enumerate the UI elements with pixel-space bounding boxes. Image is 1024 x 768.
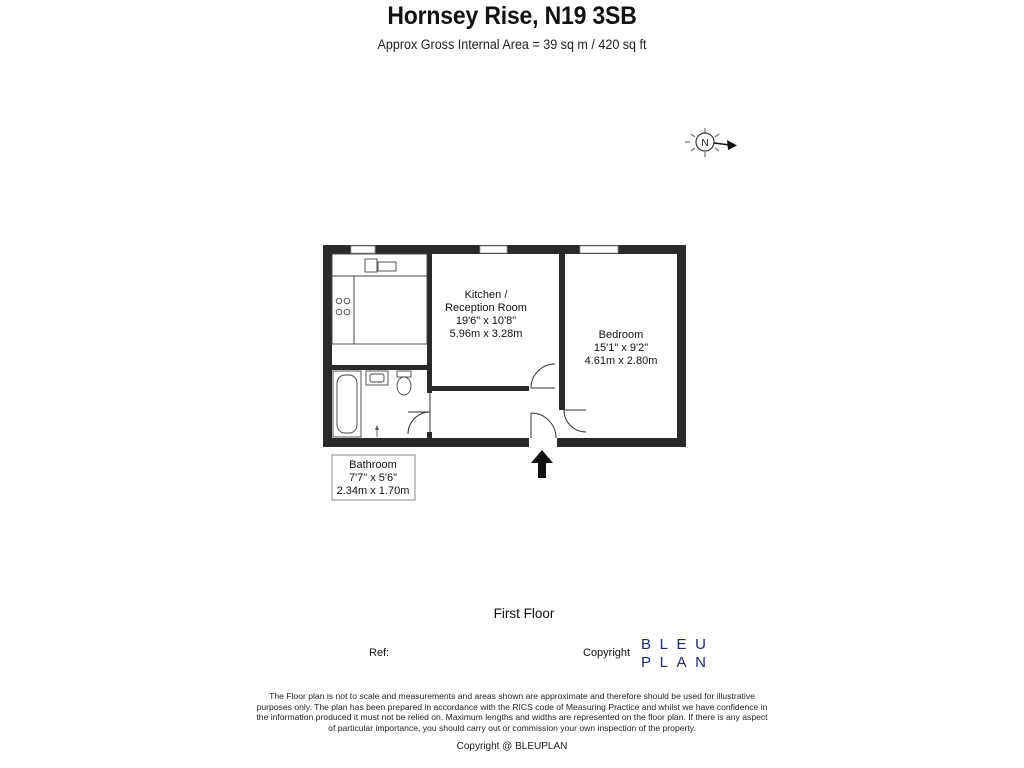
bathroom-name: Bathroom <box>349 459 397 471</box>
bedroom-name: Bedroom <box>598 329 644 341</box>
bedroom-imperial: 15'1" x 9'2" <box>593 342 649 354</box>
disclaimer-line4: of particular importance, you should carry out or commission your own inspection of the property. <box>328 722 696 733</box>
bathroom-imperial: 7'7" x 5'6" <box>348 472 398 484</box>
bathroom-metric: 2.34m x 1.70m <box>336 485 410 497</box>
toilet-icon <box>397 371 411 377</box>
kitchen-label <box>445 289 527 340</box>
copyright-label: Copyright <box>583 647 631 659</box>
logo-line1: BLEU <box>641 636 715 653</box>
kitchen-metric: 5.96m x 3.28m <box>449 328 523 340</box>
basin-icon <box>366 371 388 385</box>
property-title: Hornsey Rise, N19 3SB <box>387 2 637 30</box>
disclaimer-line1: The Floor plan is not to scale and measurements and areas shown are approximate and therefore should be used for illustrative <box>269 691 755 701</box>
entrance-arrow-icon <box>531 450 553 478</box>
logo-line2: PLAN <box>641 654 715 671</box>
sink-icon <box>365 259 377 272</box>
bedroom-label <box>585 329 658 367</box>
compass-letter: N <box>701 138 709 149</box>
kitchen-name-line2: Reception Room <box>445 302 527 314</box>
bedroom-metric: 4.61m x 2.80m <box>584 355 658 367</box>
bleuplan-logo <box>641 636 715 672</box>
bathroom-fittings <box>333 371 411 437</box>
footer-copyright: Copyright @ BLEUPLAN <box>456 741 568 752</box>
disclaimer-line2: purposes only. The plan has been prepared in accordance with the RICS code of Measuring Practice and whilst we have confidence in <box>256 701 768 712</box>
floor-label: First Floor <box>493 606 555 621</box>
ref-label: Ref: <box>369 647 390 659</box>
kitchen-imperial: 19'6" x 10'8" <box>455 315 517 327</box>
entrance-opening <box>529 437 557 448</box>
disclaimer-line3: the information produced it must not be relied on. Maximum lengths and widths are represented on the floor plan. If there is any aspect <box>256 712 768 723</box>
kitchen-fittings <box>332 254 427 344</box>
disclaimer-text <box>232 691 792 733</box>
compass-icon <box>685 128 737 157</box>
kitchen-name-line1: Kitchen / <box>464 289 508 301</box>
gross-area-subtitle: Approx Gross Internal Area = 39 sq m / 420 sq ft <box>377 37 647 52</box>
